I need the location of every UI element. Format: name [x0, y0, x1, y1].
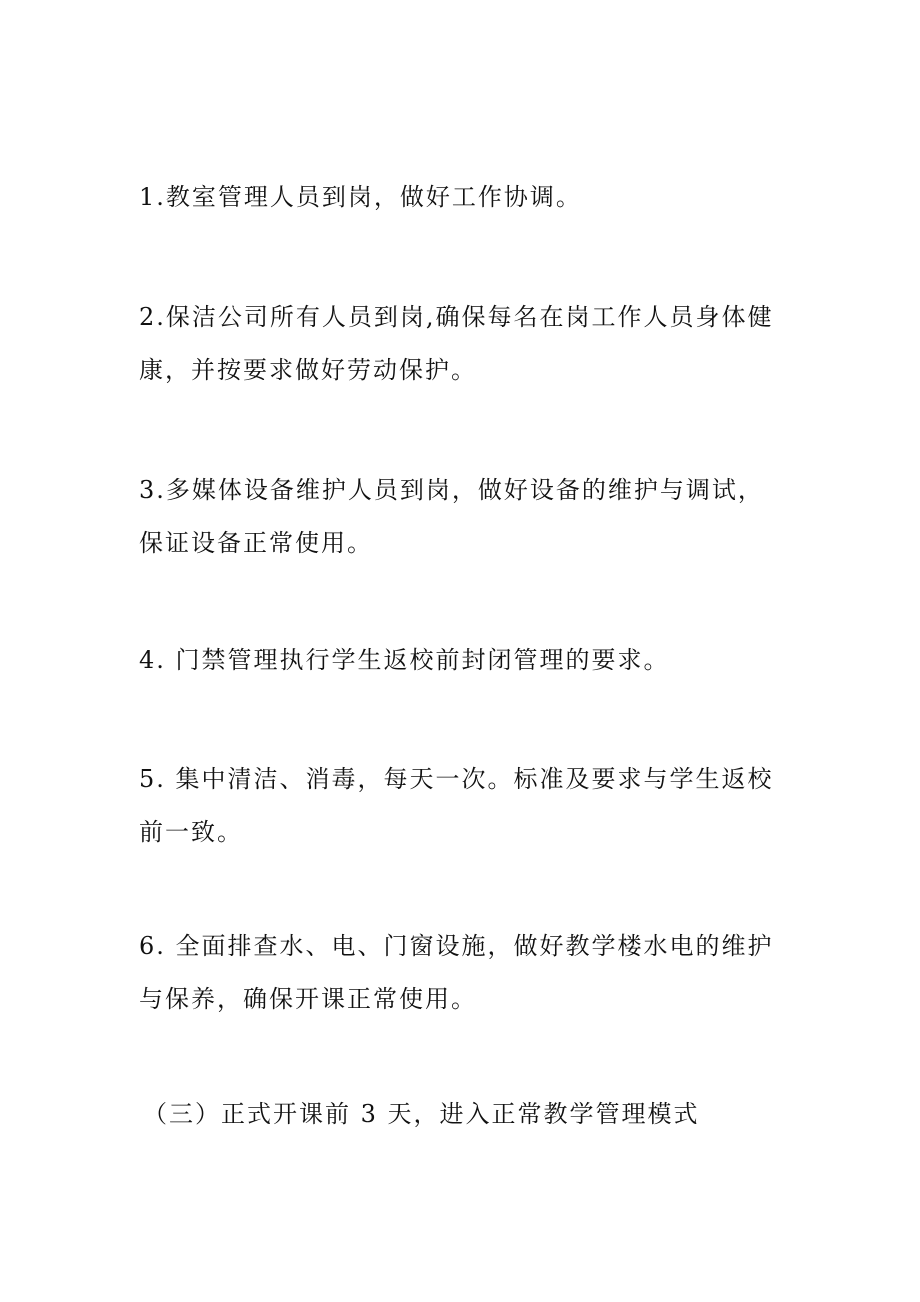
paragraph-item-2: 2.保洁公司所有人员到岗,确保每名在岗工作人员身体健康，并按要求做好劳动保护。 [139, 303, 774, 384]
paragraph-item-4: 4. 门禁管理执行学生返校前封闭管理的要求。 [139, 646, 670, 674]
paragraph-item-6: 6. 全面排查水、电、门窗设施，做好教学楼水电的维护与保养，确保开课正常使用。 [139, 932, 774, 1013]
paragraph-item-5: 5. 集中清洁、消毒，每天一次。标准及要求与学生返校前一致。 [139, 765, 774, 846]
paragraph-item-1: 1.教室管理人员到岗，做好工作协调。 [139, 183, 582, 211]
paragraph-item-3: 3.多媒体设备维护人员到岗，做好设备的维护与调试，保证设备正常使用。 [139, 476, 764, 557]
section-heading: （三）正式开课前 3 天，进入正常教学管理模式 [143, 1100, 700, 1128]
